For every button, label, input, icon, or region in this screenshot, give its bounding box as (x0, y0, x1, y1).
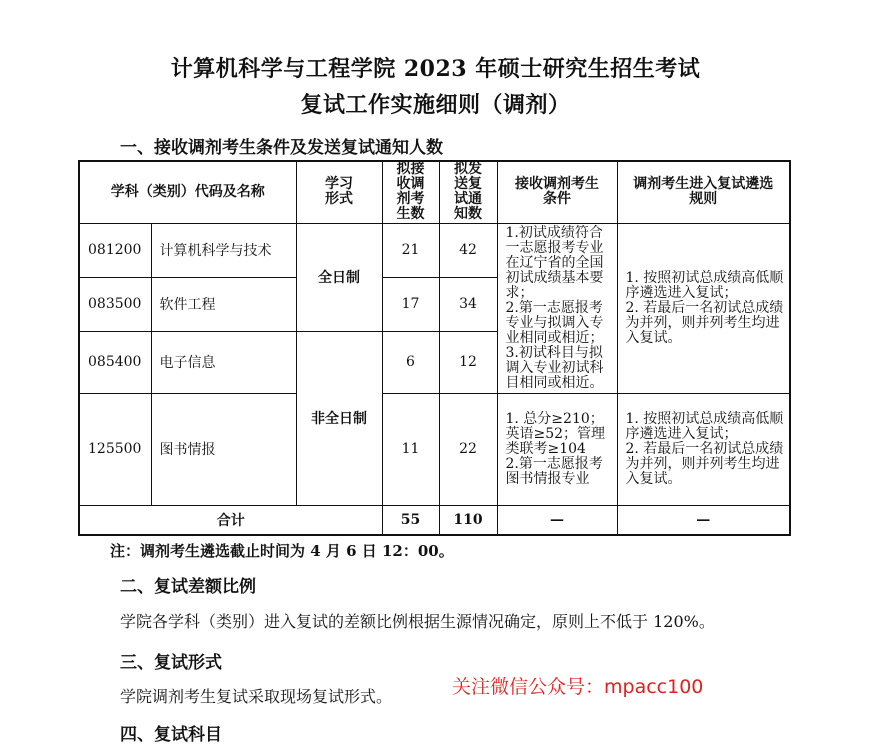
table-row (79, 393, 790, 505)
table-total-row (79, 505, 790, 535)
watermark-text: 关注微信公众号：mpacc100 (452, 676, 704, 698)
notice-count: 42 (439, 223, 497, 277)
plan-count: 21 (382, 223, 439, 277)
plan-count: 6 (382, 331, 439, 393)
subject-name: 电子信息 (151, 331, 296, 393)
mode-fulltime: 全日制 (296, 223, 382, 331)
header-plan: 拟接 收调 剂考 生数 (382, 161, 439, 223)
subject-code: 083500 (79, 277, 151, 331)
paragraph-format: 学院调剂考生复试采取现场复试形式。 (120, 687, 393, 706)
rule-group2: 1. 按照初试总成绩高低顺序遴选进入复试； 2. 若最后一名初试总成绩为并列，则并列考生均进入复试。 (617, 393, 790, 505)
total-label: 合计 (79, 505, 382, 535)
notice-count: 12 (439, 331, 497, 393)
total-rule: — (617, 505, 790, 535)
header-notice: 拟发 送复 试通 知数 (439, 161, 497, 223)
section-heading-4: 四、复试科目 (120, 725, 222, 745)
mode-parttime: 非全日制 (296, 331, 382, 505)
condition-group2: 1. 总分≥210；英语≥52；管理类联考≥104 2.第一志愿报考图书情报专业 (497, 393, 617, 505)
plan-count: 17 (382, 277, 439, 331)
total-plan: 55 (382, 505, 439, 535)
table-row (79, 223, 790, 277)
section-heading-1: 一、接收调剂考生条件及发送复试通知人数 (120, 138, 443, 158)
subject-name: 计算机科学与技术 (151, 223, 296, 277)
subject-name: 图书情报 (151, 393, 296, 505)
document-title-line1: 计算机科学与工程学院 2023 年硕士研究生招生考试 (170, 56, 701, 82)
header-condition: 接收调剂考生 条件 (497, 161, 617, 223)
header-mode: 学习 形式 (296, 161, 382, 223)
condition-group1: 1.初试成绩符合一志愿报考专业在辽宁省的全国初试成绩基本要求； 2.第一志愿报考专业与拟调入专业相同或相近； 3.初试科目与拟调入专业初试科目相同或相近。 (497, 223, 617, 393)
notice-count: 34 (439, 277, 497, 331)
plan-count: 11 (382, 393, 439, 505)
section-heading-3: 三、复试形式 (120, 653, 222, 673)
deadline-note: 注：调剂考生遴选截止时间为 4 月 6 日 12：00。 (110, 542, 454, 560)
header-rule: 调剂考生进入复试遴选 规则 (617, 161, 790, 223)
document-title-line2: 复试工作实施细则（调剂） (300, 92, 571, 118)
section-heading-2: 二、复试差额比例 (120, 577, 256, 597)
total-notice: 110 (439, 505, 497, 535)
header-subject: 学科（类别）代码及名称 (79, 161, 296, 223)
rule-group1: 1. 按照初试总成绩高低顺序遴选进入复试； 2. 若最后一名初试总成绩为并列，则并列考生均进入复试。 (617, 223, 790, 393)
total-condition: — (497, 505, 617, 535)
subject-code: 125500 (79, 393, 151, 505)
subject-name: 软件工程 (151, 277, 296, 331)
admission-table (78, 160, 791, 536)
paragraph-ratio: 学院各学科（类别）进入复试的差额比例根据生源情况确定，原则上不低于 120%。 (120, 612, 715, 631)
subject-code: 085400 (79, 331, 151, 393)
notice-count: 22 (439, 393, 497, 505)
subject-code: 081200 (79, 223, 151, 277)
table-header-row (79, 161, 790, 223)
